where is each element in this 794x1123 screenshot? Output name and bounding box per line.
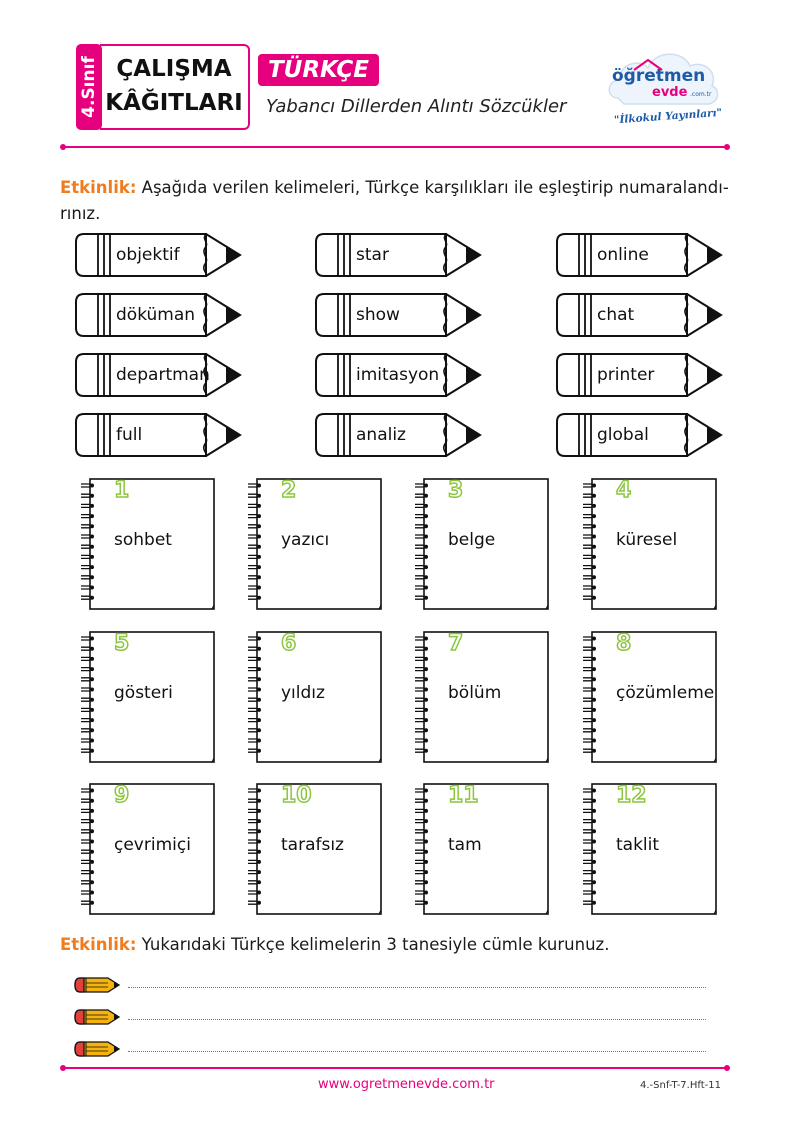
pencil-word-12 <box>555 412 723 458</box>
card-number: 4 <box>616 478 632 503</box>
pencil-word-label: star <box>356 245 389 265</box>
card-meaning: taklit <box>616 835 660 855</box>
publisher-logo <box>604 40 722 130</box>
title-box <box>100 44 250 130</box>
footer-url[interactable]: www.ogretmenevde.com.tr <box>318 1077 495 1092</box>
pencil-word-4 <box>74 292 242 338</box>
pencil-word-1 <box>74 232 242 278</box>
notebook-card-7 <box>412 629 550 765</box>
title-line-1: ÇALIŞMA <box>116 56 232 82</box>
pencil-word-2 <box>314 232 482 278</box>
card-meaning: yıldız <box>281 683 325 703</box>
notebook-card-4 <box>580 476 718 612</box>
footer-code: 4.-Snf-T-7.Hft-11 <box>640 1080 721 1091</box>
card-number: 7 <box>448 631 464 656</box>
notebook-card-6 <box>245 629 383 765</box>
activity2-text: Yukarıdaki Türkçe kelimelerin 3 tanesiyle cümle kurunuz. <box>141 935 610 954</box>
card-meaning: belge <box>448 530 496 550</box>
activity2-instruction <box>60 935 740 954</box>
pencil-word-label: full <box>116 425 143 445</box>
pencil-word-5 <box>314 292 482 338</box>
notebook-card-3 <box>412 476 550 612</box>
notebook-card-9 <box>78 781 216 917</box>
subject-tag: TÜRKÇE <box>258 54 379 86</box>
grade-badge <box>76 44 102 130</box>
card-meaning: bölüm <box>448 683 502 703</box>
pencil-word-label: departman <box>116 365 210 385</box>
answer-line-3[interactable] <box>128 1051 706 1052</box>
card-meaning: gösteri <box>114 683 173 703</box>
pencil-bullet-icon <box>74 1008 120 1030</box>
pencil-word-label: döküman <box>116 305 196 325</box>
pencil-bullet-icon <box>74 1040 120 1062</box>
pencil-icon <box>74 412 242 458</box>
notebook-card-5 <box>78 629 216 765</box>
card-meaning: küresel <box>616 530 678 550</box>
card-meaning: sohbet <box>114 530 172 550</box>
pencil-icon <box>555 292 723 338</box>
notebook-card-11 <box>412 781 550 917</box>
pencil-word-label: show <box>356 305 400 325</box>
answer-line-2[interactable] <box>128 1019 706 1020</box>
pencil-word-11 <box>314 412 482 458</box>
notebook-card-1 <box>78 476 216 612</box>
pencil-word-9 <box>555 352 723 398</box>
pencil-word-6 <box>555 292 723 338</box>
pencil-word-label: objektif <box>116 245 180 265</box>
card-number: 9 <box>114 783 130 808</box>
logo-word2: evde <box>652 85 688 100</box>
title-line-2: KÂĞITLARI <box>105 90 243 116</box>
card-number: 5 <box>114 631 130 656</box>
pencil-word-label: chat <box>597 305 635 325</box>
logo-tagline: "İlkokul Yayınları" <box>613 106 722 127</box>
activity1-text: Aşağıda verilen kelimeleri, Türkçe karşılıkları ile eşleştirip numaralandı- <box>141 178 729 197</box>
pencil-word-3 <box>555 232 723 278</box>
pencil-word-label: imitasyon <box>356 365 440 385</box>
pencil-word-label: global <box>597 425 649 445</box>
pencil-word-label: printer <box>597 365 655 385</box>
pencil-bullet-icon <box>74 976 120 998</box>
bottom-divider <box>64 1067 726 1069</box>
card-number: 10 <box>281 783 312 808</box>
activity2-label: Etkinlik: <box>60 935 137 954</box>
notebook-card-12 <box>580 781 718 917</box>
card-meaning: yazıcı <box>281 530 330 550</box>
card-number: 11 <box>448 783 479 808</box>
notebook-card-10 <box>245 781 383 917</box>
card-number: 6 <box>281 631 297 656</box>
logo-word1: öğretmen <box>612 66 706 86</box>
grade-label: 4.Sınıf <box>79 56 99 118</box>
notebook-card-2 <box>245 476 383 612</box>
pencil-word-10 <box>74 412 242 458</box>
answer-line-1[interactable] <box>128 987 706 988</box>
card-number: 8 <box>616 631 632 656</box>
rule-dot-right <box>724 144 730 150</box>
card-meaning: çözümleme <box>616 683 715 703</box>
card-meaning: çevrimiçi <box>114 835 191 855</box>
card-number: 3 <box>448 478 464 503</box>
pencil-word-label: online <box>597 245 649 265</box>
activity1-instruction <box>60 178 740 197</box>
topic-title: Yabancı Dillerden Alıntı Sözcükler <box>266 96 567 117</box>
logo-domain: .com.tr <box>690 91 712 98</box>
pencil-icon <box>314 232 482 278</box>
bottom-rule-dot-right <box>724 1065 730 1071</box>
activity1-text-cont: rınız. <box>60 204 101 223</box>
notebook-card-8 <box>580 629 718 765</box>
activity1-label: Etkinlik: <box>60 178 137 197</box>
top-divider <box>64 146 726 148</box>
card-meaning: tarafsız <box>281 835 344 855</box>
card-meaning: tam <box>448 835 482 855</box>
card-number: 2 <box>281 478 297 503</box>
pencil-word-8 <box>314 352 482 398</box>
pencil-word-label: analiz <box>356 425 406 445</box>
pencil-word-7 <box>74 352 242 398</box>
card-number: 1 <box>114 478 130 503</box>
card-number: 12 <box>616 783 647 808</box>
